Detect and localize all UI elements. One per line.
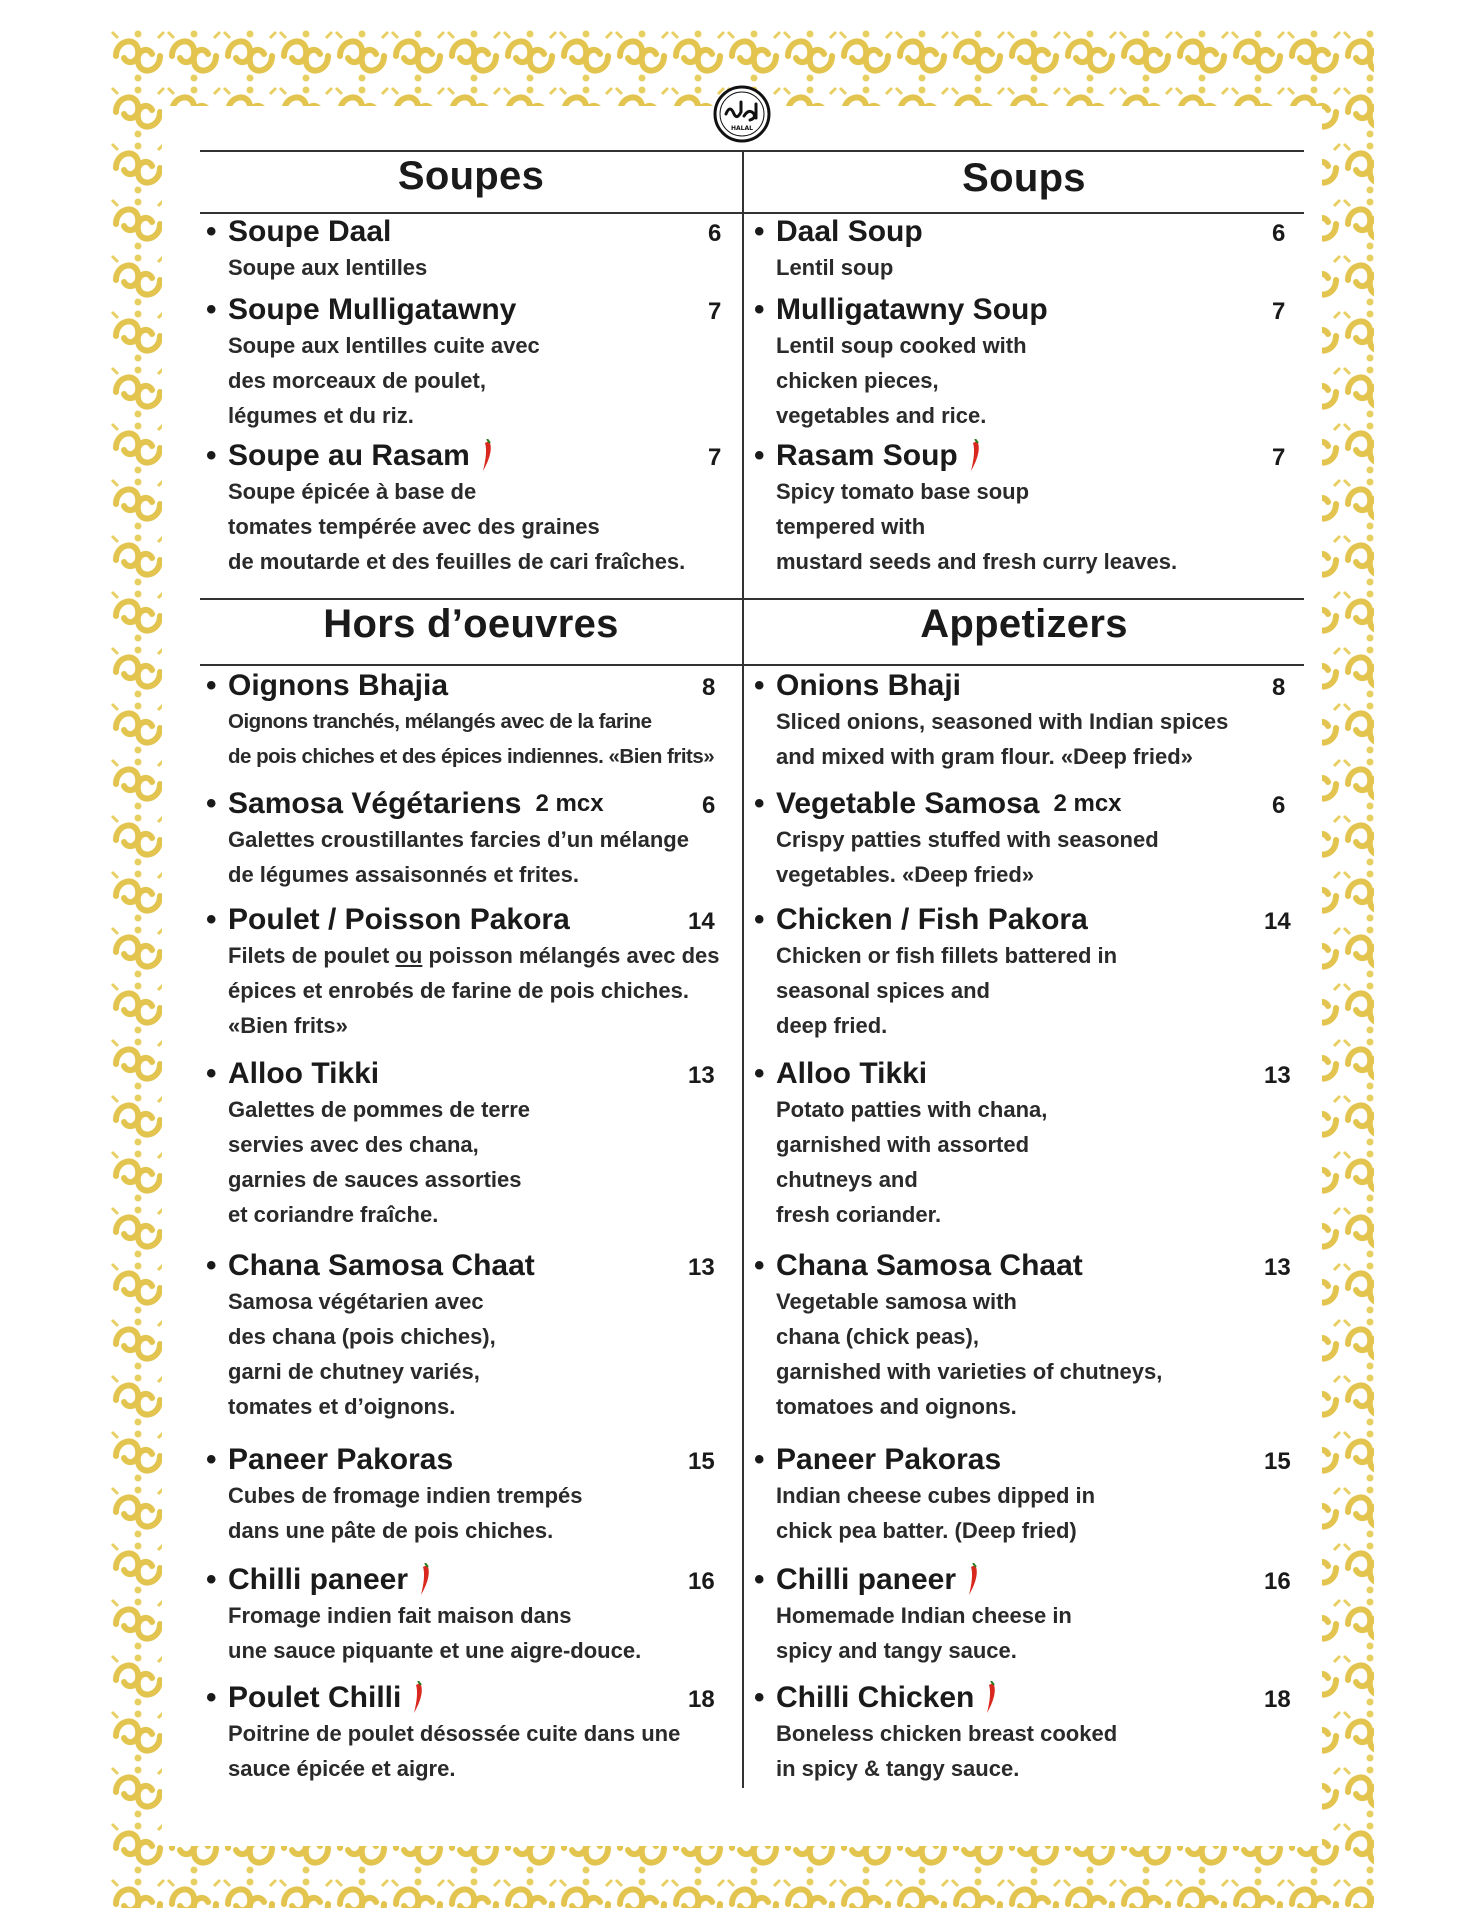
menu-item-fr	[206, 1562, 715, 1668]
section-title-soups: Soups	[962, 156, 1086, 200]
item-price: 6	[702, 792, 716, 819]
section-title-appetizers: Appetizers	[920, 602, 1128, 646]
item-description-line: deep fried.	[776, 1013, 888, 1038]
item-description-line: garnies de sauces assorties	[228, 1167, 522, 1192]
item-name-text: Chicken / Fish Pakora	[776, 903, 1088, 936]
item-description-line: Galettes croustillantes farcies d’un mélange	[228, 827, 689, 852]
item-name	[206, 1442, 583, 1478]
menu-item-fr	[206, 438, 722, 579]
item-name-text: Soupe au Rasam	[228, 439, 470, 472]
item-description-line: Galettes de pommes de terre	[228, 1097, 531, 1122]
menu-item-en	[754, 1056, 1291, 1232]
item-name	[754, 1248, 1162, 1284]
bullet-icon: •	[206, 1249, 217, 1282]
menu-item-en	[754, 1248, 1291, 1424]
item-name-text: Paneer Pakoras	[228, 1443, 454, 1476]
item-description-line: Vegetable samosa with	[776, 1289, 1017, 1314]
item-name-text: Onions Bhaji	[776, 669, 962, 702]
item-price: 8	[1272, 674, 1286, 701]
menu-item-en	[754, 1562, 1291, 1668]
menu-item-fr	[206, 214, 722, 285]
menu-item-fr	[206, 1056, 715, 1232]
item-description-line: légumes et du riz.	[228, 403, 414, 428]
item-name-text: Chilli paneer	[228, 1563, 409, 1596]
item-name	[754, 214, 923, 250]
menu-item-en	[754, 786, 1286, 892]
item-description-line: Lentil soup cooked with	[776, 333, 1027, 358]
item-price: 7	[708, 444, 722, 471]
item-name-text: Alloo Tikki	[228, 1057, 380, 1090]
item-price: 7	[1272, 444, 1286, 471]
item-description-line: de moutarde et des feuilles de cari fraîches.	[228, 549, 686, 574]
menu-item-en	[754, 902, 1291, 1043]
item-description-line: Fromage indien fait maison dans	[228, 1603, 572, 1628]
item-description-line: des morceaux de poulet,	[228, 368, 486, 393]
item-price: 13	[688, 1062, 715, 1089]
item-description-line: seasonal spices and	[776, 978, 990, 1003]
item-description-line: tomates et d’oignons.	[228, 1394, 456, 1419]
menu-item-en	[754, 214, 1286, 285]
item-price: 14	[1264, 908, 1291, 935]
bullet-icon: •	[206, 1563, 217, 1596]
item-name-text: Chana Samosa Chaat	[228, 1249, 535, 1282]
item-description-line: Cubes de fromage indien trempés	[228, 1483, 583, 1508]
item-name	[206, 786, 689, 822]
item-name-text: Vegetable Samosa	[776, 787, 1040, 820]
item-price: 16	[688, 1568, 715, 1595]
item-description-line: une sauce piquante et une aigre-douce.	[228, 1638, 642, 1663]
item-description-line: vegetables and rice.	[776, 403, 987, 428]
item-name	[754, 438, 1177, 474]
item-name-text: Paneer Pakoras	[776, 1443, 1002, 1476]
bullet-icon: •	[206, 669, 217, 702]
section-title-hors-doeuvres: Hors d’oeuvres	[323, 602, 619, 646]
bullet-icon: •	[206, 439, 217, 472]
item-description-line: Oignons tranchés, mélangés avec de la farine	[228, 710, 652, 733]
desc-text: poisson mélangés avec des	[422, 943, 720, 968]
item-price: 13	[688, 1254, 715, 1281]
bullet-icon: •	[754, 787, 765, 820]
item-name	[206, 1056, 530, 1092]
item-name-text: Poulet Chilli	[228, 1681, 402, 1714]
item-description-line: chana (chick peas),	[776, 1324, 979, 1349]
item-name	[754, 668, 1228, 704]
bullet-icon: •	[754, 1563, 765, 1596]
bullet-icon: •	[754, 1057, 765, 1090]
item-description-line: Soupe aux lentilles	[228, 255, 428, 280]
item-price: 16	[1264, 1568, 1291, 1595]
item-description-line: spicy and tangy sauce.	[776, 1638, 1017, 1663]
desc-text: Filets de poulet	[228, 943, 396, 968]
item-name-text: Samosa Végétariens	[228, 787, 522, 820]
menu-item-fr	[206, 292, 722, 433]
bullet-icon: •	[206, 1443, 217, 1476]
chili-pepper-icon	[984, 1681, 998, 1715]
item-description-line: de pois chiches et des épices indiennes. «Bien frits»	[228, 745, 715, 768]
item-description-line: «Bien frits»	[228, 1013, 348, 1038]
bullet-icon: •	[206, 1057, 217, 1090]
item-description-line: garnished with varieties of chutneys,	[776, 1359, 1163, 1384]
item-price: 15	[688, 1448, 715, 1475]
menu-item-en	[754, 1442, 1291, 1548]
item-description-line: tomates tempérée avec des graines	[228, 514, 600, 539]
item-name	[206, 1680, 680, 1716]
item-price: 15	[1264, 1448, 1291, 1475]
item-description-line: Soupe épicée à base de	[228, 479, 477, 504]
column-divider	[742, 150, 744, 1788]
middle-rule	[200, 598, 1304, 600]
item-description-line: chick pea batter. (Deep fried)	[776, 1518, 1077, 1543]
item-description-line: Spicy tomato base soup	[776, 479, 1030, 504]
item-description-line: Lentil soup	[776, 255, 894, 280]
item-name-text: Mulligatawny Soup	[776, 293, 1048, 326]
bullet-icon: •	[754, 669, 765, 702]
halal-logo	[712, 84, 772, 144]
menu-item-en	[754, 438, 1286, 579]
bullet-icon: •	[206, 215, 217, 248]
item-description-line: tempered with	[776, 514, 926, 539]
item-name	[754, 786, 1159, 822]
bullet-icon: •	[754, 215, 765, 248]
item-description-line: mustard seeds and fresh curry leaves.	[776, 549, 1178, 574]
item-description-line: épices et enrobés de farine de pois chiches.	[228, 978, 689, 1003]
item-description-line: dans une pâte de pois chiches.	[228, 1518, 554, 1543]
bullet-icon: •	[754, 1443, 765, 1476]
item-description-line: Samosa végétarien avec	[228, 1289, 484, 1314]
item-name	[206, 292, 540, 328]
section-title-soupes: Soupes	[397, 154, 545, 198]
item-name	[754, 1562, 1072, 1598]
menu-item-en	[754, 1680, 1291, 1786]
item-description-line: and mixed with gram flour. «Deep fried»	[776, 744, 1193, 769]
item-description-line: Potato patties with chana,	[776, 1097, 1048, 1122]
item-description-line: Homemade Indian cheese in	[776, 1603, 1072, 1628]
item-description-line: et coriandre fraîche.	[228, 1202, 439, 1227]
bullet-icon: •	[206, 293, 217, 326]
item-description-line: vegetables. «Deep fried»	[776, 862, 1035, 887]
item-description-line: des chana (pois chiches),	[228, 1324, 496, 1349]
item-description-line: sauce épicée et aigre.	[228, 1756, 456, 1781]
item-name-text: Oignons Bhajia	[228, 669, 449, 702]
item-name	[206, 1248, 535, 1284]
item-price: 18	[1264, 1686, 1291, 1713]
item-price: 18	[688, 1686, 715, 1713]
item-name-text: Chilli paneer	[776, 1563, 957, 1596]
chili-pepper-icon	[480, 439, 494, 473]
chili-pepper-icon	[418, 1563, 432, 1597]
item-name	[206, 214, 427, 250]
item-price: 14	[688, 908, 715, 935]
bullet-icon: •	[754, 1681, 765, 1714]
item-price: 13	[1264, 1062, 1291, 1089]
item-name-text: Soupe Mulligatawny	[228, 293, 517, 326]
item-description-line: Chicken or fish fillets battered in	[776, 943, 1118, 968]
item-name-text: Poulet / Poisson Pakora	[228, 903, 570, 936]
menu-item-fr	[206, 786, 716, 892]
item-price: 6	[708, 220, 722, 247]
item-name-text: Alloo Tikki	[776, 1057, 928, 1090]
menu-item-fr	[206, 1442, 715, 1548]
bullet-icon: •	[206, 787, 217, 820]
item-price: 7	[708, 298, 722, 325]
item-quantity: 2 mcx	[535, 790, 604, 817]
item-name	[754, 292, 1048, 328]
item-price: 8	[702, 674, 716, 701]
svg-text:HALAL: HALAL	[731, 125, 753, 132]
bullet-icon: •	[206, 1681, 217, 1714]
appetizers-header-rule	[200, 664, 1304, 666]
item-description-line: de légumes assaisonnés et frites.	[228, 862, 579, 887]
item-description-line: Soupe aux lentilles cuite avec	[228, 333, 540, 358]
item-name-text: Rasam Soup	[776, 439, 958, 472]
item-price: 13	[1264, 1254, 1291, 1281]
item-price: 6	[1272, 220, 1286, 247]
item-name	[206, 1562, 641, 1598]
menu-item-fr	[206, 1248, 715, 1424]
menu-item-fr	[206, 1680, 715, 1786]
item-name	[206, 438, 685, 474]
item-name	[206, 902, 720, 938]
item-description-line: Boneless chicken breast cooked	[776, 1721, 1118, 1746]
item-description-line: garni de chutney variés,	[228, 1359, 480, 1384]
bullet-icon: •	[754, 1249, 765, 1282]
chili-pepper-icon	[968, 439, 982, 473]
chili-pepper-icon	[411, 1681, 425, 1715]
item-name-text: Daal Soup	[776, 215, 923, 248]
bullet-icon: •	[754, 439, 765, 472]
menu-item-en	[754, 292, 1286, 433]
bullet-icon: •	[754, 293, 765, 326]
item-description-line: servies avec des chana,	[228, 1132, 479, 1157]
item-price: 6	[1272, 792, 1286, 819]
item-description-line: Poitrine de poulet désossée cuite dans une	[228, 1721, 681, 1746]
item-description-line: Crispy patties stuffed with seasoned	[776, 827, 1159, 852]
bullet-icon: •	[754, 903, 765, 936]
halal-seal-icon	[712, 84, 772, 144]
chili-pepper-icon	[966, 1563, 980, 1597]
item-name	[754, 902, 1117, 938]
menu-item-en	[754, 668, 1286, 774]
item-description-line: garnished with assorted	[776, 1132, 1030, 1157]
item-description-line: Indian cheese cubes dipped in	[776, 1483, 1096, 1508]
item-description-line: tomatoes and oignons.	[776, 1394, 1017, 1419]
item-description-line: chicken pieces,	[776, 368, 939, 393]
item-name	[754, 1442, 1095, 1478]
item-name-text: Chilli Chicken	[776, 1681, 975, 1714]
item-name-text: Soupe Daal	[228, 215, 392, 248]
menu-item-fr	[206, 902, 720, 1043]
desc-underlined: ou	[395, 943, 423, 968]
top-rule	[200, 150, 1304, 152]
item-name	[754, 1056, 1047, 1092]
menu-item-fr	[206, 668, 714, 774]
item-quantity: 2 mcx	[1053, 790, 1122, 817]
item-name	[754, 1680, 1117, 1716]
item-description-line: Sliced onions, seasoned with Indian spices	[776, 709, 1229, 734]
item-description-line	[228, 938, 720, 973]
item-description-line: chutneys and	[776, 1167, 918, 1192]
item-name	[206, 668, 714, 704]
item-name-text: Chana Samosa Chaat	[776, 1249, 1083, 1282]
item-description-line: in spicy & tangy sauce.	[776, 1756, 1020, 1781]
item-description-line: fresh coriander.	[776, 1202, 942, 1227]
item-price: 7	[1272, 298, 1286, 325]
bullet-icon: •	[206, 903, 217, 936]
